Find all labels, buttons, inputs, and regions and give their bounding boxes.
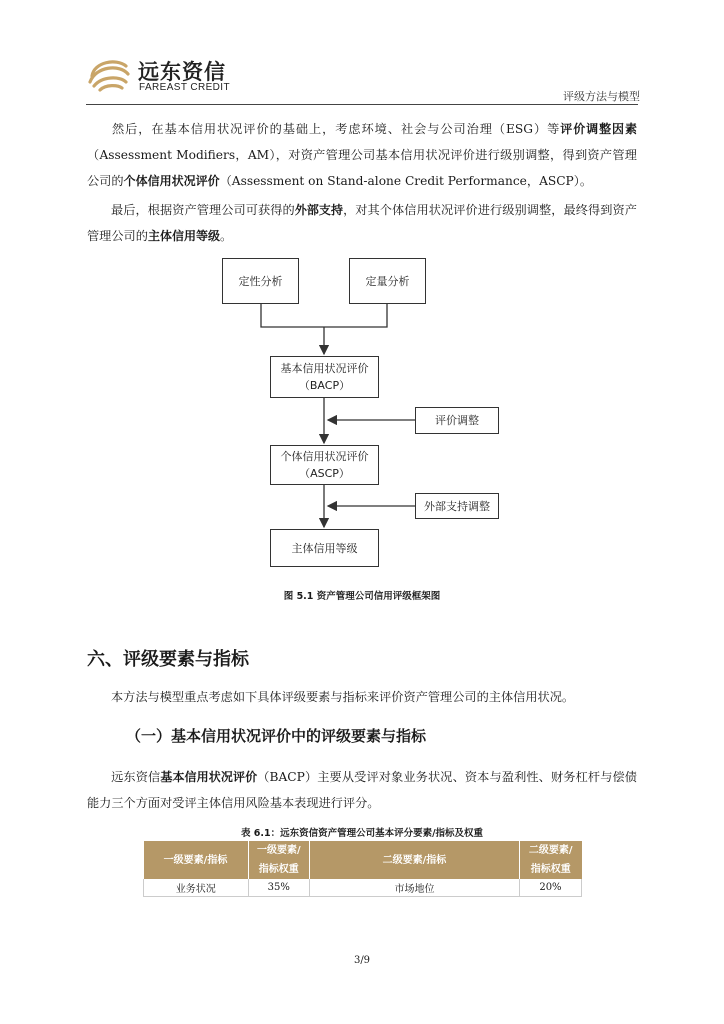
box-ascp: [270, 445, 379, 485]
box-label: （ASCP）: [299, 467, 350, 480]
box-label: 评价调整: [435, 414, 479, 427]
section-heading-6: 六、评级要素与指标: [87, 649, 249, 670]
box-bacp: [270, 356, 379, 398]
header-text: 指标权重: [258, 864, 299, 875]
bold-term-issuer-rating: 主体信用等级: [147, 229, 220, 243]
table-header-row: [144, 841, 582, 879]
box-label: （BACP）: [298, 379, 351, 392]
header-text: 二级要素/: [528, 845, 573, 856]
page-number: 3/9: [353, 955, 371, 966]
text-run: （BACP）主要从受评对象业务状况、资本与盈利性、财务杠杆与偿债能力三个方面对受评主体信用风险基本表现进行评分。: [87, 770, 637, 810]
cell-secondary-weight: 20%: [519, 879, 581, 897]
box-label: 基本信用状况评价: [280, 362, 369, 375]
header-text: 指标权重: [530, 864, 571, 875]
bold-term-external-support: 外部支持: [294, 203, 344, 217]
paragraph-method-intro: [87, 684, 637, 710]
box-label: 主体信用等级: [291, 541, 358, 555]
paragraph-assessment-modifiers: [87, 116, 637, 194]
box-issuer-credit-rating: [270, 529, 379, 567]
box-label: 定量分析: [365, 274, 410, 288]
box-quantitative-analysis: [349, 258, 426, 304]
box-label: 外部支持调整: [424, 499, 490, 513]
brand-name-en: FAREAST CREDIT: [139, 82, 230, 93]
document-title: 评级方法与模型: [563, 90, 640, 103]
text-run: 远东资信: [111, 770, 161, 784]
cell-secondary-factor: 市场地位: [310, 879, 520, 897]
header-secondary-weight: [519, 841, 581, 879]
bold-term-ascp: 个体信用状况评价: [123, 174, 220, 188]
text-run: （Assessment on Stand-alone Credit Performance，ASCP）。: [219, 174, 593, 188]
text-run: （Assessment Modifiers，AM），对资产管理公司基本信用状况评价进行级别调整，得到资产管理公司的: [87, 148, 637, 188]
rating-framework-flowchart: [222, 255, 502, 575]
box-assessment-adjustment: [415, 407, 499, 434]
table-row: [144, 879, 582, 897]
connector-analysis-merge: [261, 304, 387, 327]
fareast-credit-logo: [86, 54, 132, 94]
text-run: 本方法与模型重点考虑如下具体评级要素与指标来评价资产管理公司的主体信用状况。: [111, 690, 575, 704]
header-secondary-factor: 二级要素/指标: [310, 841, 520, 879]
box-label: 定性分析: [238, 274, 283, 288]
text-run: 最后，根据资产管理公司可获得的: [111, 203, 295, 217]
bold-term-assessment-modifiers: 评价调整因素: [560, 122, 637, 136]
figure-caption: 图 5.1 资产管理公司信用评级框架图: [283, 591, 441, 602]
cell-primary-weight: 35%: [248, 879, 310, 897]
brand-name-cn: 远东资信: [138, 60, 226, 84]
paragraph-bacp-description: [87, 764, 637, 816]
box-qualitative-analysis: [222, 258, 299, 304]
text-run: ，对其个体信用状况评价进行级别调整，最终得到资产管理公司的: [87, 203, 637, 243]
bold-term-bacp: 基本信用状况评价: [160, 770, 258, 784]
table-title: 表 6.1：远东资信资产管理公司基本评分要素/指标及权重: [240, 828, 484, 839]
text-run: 。: [219, 229, 233, 243]
scoring-table: [143, 841, 582, 897]
header-divider: [86, 104, 638, 105]
header-text: 一级要素/: [256, 845, 301, 856]
text-run: 然后，在基本信用状况评价的基础上，考虑环境、社会与公司治理（ESG）等: [111, 122, 561, 136]
header-primary-factor: 一级要素/指标: [144, 841, 249, 879]
header-primary-weight: [248, 841, 310, 879]
paragraph-external-support: [87, 197, 637, 249]
box-label: 个体信用状况评价: [280, 450, 369, 463]
box-external-support-adjustment: [415, 493, 499, 519]
cell-primary-factor: 业务状况: [144, 879, 249, 897]
subsection-heading-1: （一）基本信用状况评价中的评级要素与指标: [126, 727, 427, 745]
